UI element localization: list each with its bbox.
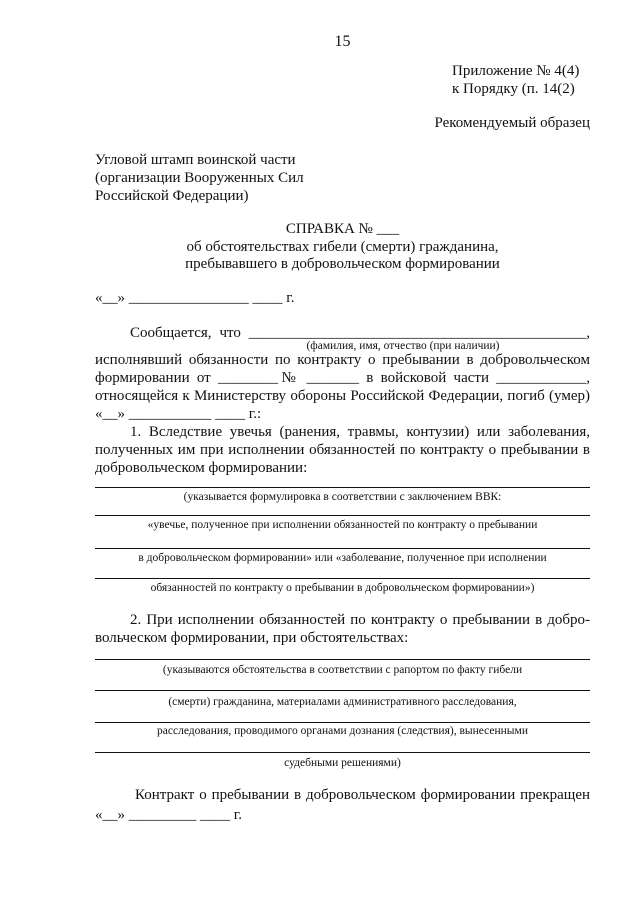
- blank-line: [95, 515, 590, 516]
- title-subline: пребывавшего в добровольческом формировании: [185, 256, 500, 272]
- blank-line-hint: «увечье, полученное при исполнении обязанностей по контракту о пребывании: [147, 519, 538, 531]
- blank-line: [95, 487, 590, 488]
- paragraph-line: формировании от ________№ _______ в войсковой части ____________,: [95, 370, 590, 386]
- appendix-reference: к Порядку (п. 14(2): [452, 81, 575, 97]
- death-date-field: «__» ___________ ____ г.:: [95, 406, 262, 422]
- title-subline: об обстоятельствах гибели (смерти) гражданина,: [186, 239, 499, 255]
- paragraph-line: исполнявший обязанности по контракту о пребывании в добровольческом: [95, 352, 590, 368]
- stamp-line: Российской Федерации): [95, 188, 249, 204]
- blank-line: [95, 722, 590, 723]
- blank-line-hint: (указывается формулировка в соответствии с заключением ВВК:: [183, 491, 502, 503]
- contract-end-date-field: «__» _________ ____ г.: [95, 807, 242, 823]
- paragraph-line: добровольческом формировании:: [95, 460, 308, 476]
- paragraph-line: относящейся к Министерству обороны Российской Федерации, погиб (умер): [95, 388, 590, 404]
- blank-line-hint: расследования, проводимого органами дознания (следствия), вынесенными: [157, 725, 528, 737]
- stamp-line: Угловой штамп воинской части: [95, 152, 296, 168]
- blank-line-hint: обязанностей по контракту о пребывании в добровольческом формировании»): [150, 582, 535, 594]
- paragraph-line: полученных им при исполнении обязанностей по контракту о пребывании в: [95, 442, 590, 458]
- paragraph-line: 2. При исполнении обязанностей по контракту о пребывании в добро-: [130, 612, 590, 628]
- paragraph-line: вольческом формировании, при обстоятельствах:: [95, 630, 409, 646]
- appendix-number: Приложение № 4(4): [452, 63, 580, 79]
- title-heading: СПРАВКА № ___: [285, 221, 400, 237]
- blank-line-hint: в добровольческом формировании» или «заболевание, полученное при исполнении: [138, 552, 547, 564]
- paragraph-line: Контракт о пребывании в добровольческом формировании прекращен: [135, 787, 590, 803]
- page-number: 15: [334, 33, 351, 50]
- blank-line: [95, 659, 590, 660]
- issue-date-field: «__» ________________ ____ г.: [95, 290, 295, 306]
- blank-line: [95, 548, 590, 549]
- blank-line: [95, 578, 590, 579]
- blank-line: [95, 752, 590, 753]
- blank-line-hint: (указываются обстоятельства в соответствии с рапортом по факту гибели: [162, 664, 523, 676]
- blank-line: [95, 690, 590, 691]
- sample-label: Рекомендуемый образец: [434, 115, 590, 131]
- blank-line-hint: (смерти) гражданина, материалами административного расследования,: [168, 696, 517, 708]
- paragraph-line: 1. Вследствие увечья (ранения, травмы, контузии) или заболевания,: [130, 424, 590, 440]
- blank-line-hint: судебными решениями): [284, 757, 401, 769]
- paragraph-line: Сообщается, что _____________________________________________,: [130, 325, 590, 341]
- stamp-line: (организации Вооруженных Сил: [95, 170, 304, 186]
- name-field-hint: (фамилия, имя, отчество (при наличии): [306, 340, 500, 352]
